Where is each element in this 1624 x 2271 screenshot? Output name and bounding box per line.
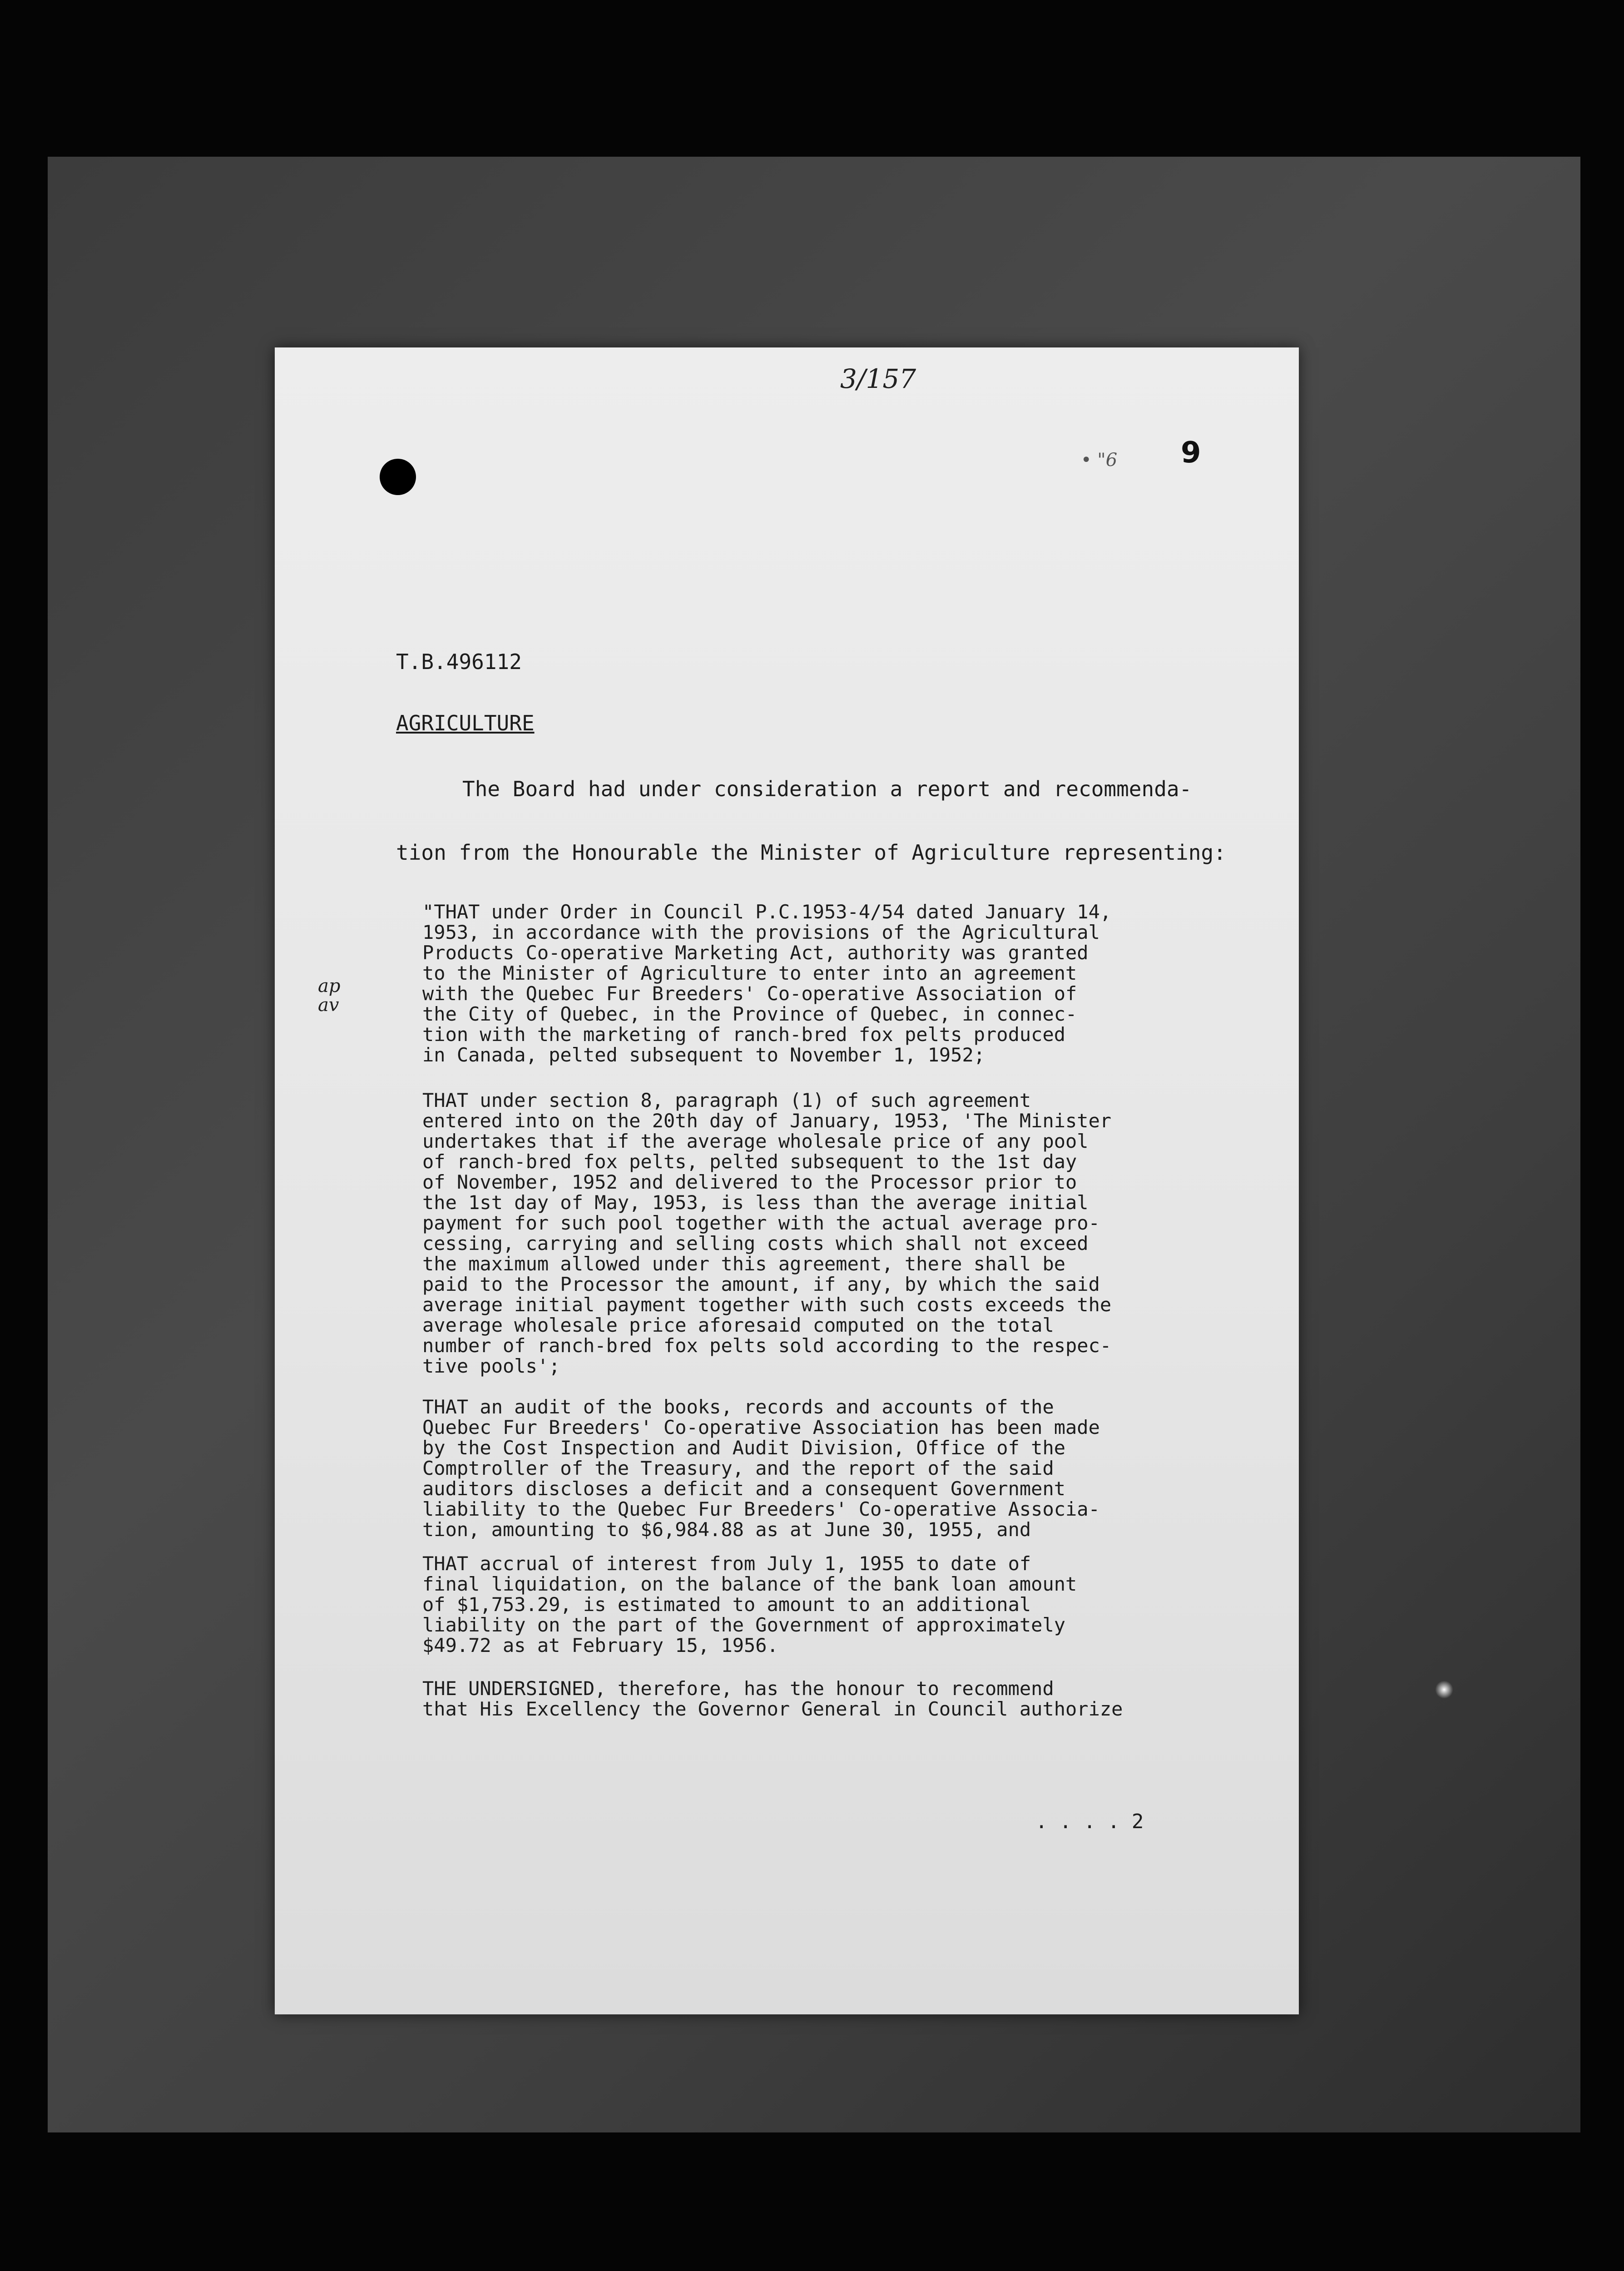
paragraph-recommendation: THE UNDERSIGNED, therefore, has the honour to recommend that His Excellency the Governor General in Council authorize: [422, 1677, 1123, 1720]
archive-reference: 3/157: [840, 363, 916, 394]
light-glare: [1435, 1681, 1453, 1699]
file-reference: T.B.496112: [396, 650, 522, 674]
section-heading: AGRICULTURE: [396, 711, 535, 735]
intro-line-2: tion from the Honourable the Minister of Agriculture representing:: [396, 840, 1226, 865]
continuation-marker: . . . . 2: [1035, 1810, 1144, 1833]
punch-hole: [380, 459, 416, 495]
stamp-mark: • "6: [1081, 450, 1118, 471]
paragraph-audit: THAT an audit of the books, records and accounts of the Quebec Fur Breeders' Co-operative Association has been made by the Cost Inspection and Audit Division, Office of the Comptroller of the Treasury, and the report of the said auditors discloses a deficit and a consequent Government liability to the Quebec Fur Breeders' Co-operative Associa- tion, amounting to $6,984.88 as at June 30, 1955, and: [422, 1396, 1100, 1541]
paragraph-interest: THAT accrual of interest from July 1, 1955 to date of final liquidation, on the balance of the bank loan amount of $1,753.29, is estimated to amount to an additional liability on the part of the Government of approximately $49.72 as at February 15, 1956.: [422, 1552, 1077, 1656]
paragraph-order-in-council: "THAT under Order in Council P.C.1953-4/54 dated January 14, 1953, in accordance with the provisions of the Agricultural Products Co-operative Marketing Act, authority was granted to the Minister of Agriculture to enter into an agreement with the Quebec Fur Breeders' Co-operative Association of the City of Quebec, in the Province of Quebec, in connec- tion with the marketing of ranch-bred fox pelts produced in Canada, pelted subsequent to November 1, 1952;: [422, 901, 1112, 1066]
intro-line-1: The Board had under consideration a report and recommenda-: [462, 777, 1192, 801]
page-number: 9: [1181, 436, 1201, 470]
margin-annotation: ap av: [318, 976, 341, 1016]
paragraph-section-8: THAT under section 8, paragraph (1) of such agreement entered into on the 20th day of January, 1953, 'The Minister undertakes that if the average wholesale price of any pool of ranch-bred fox pelts, pelted subsequent to the 1st day of November, 1952 and delivered to the Processor prior to the 1st day of May, 1953, is less than the average initial payment for such pool together with the actual average pro- cessing, carrying and selling costs which shall not exceed the maximum allowed under this agreement, there shall be paid to the Processor the amount, if any, by which the said average initial payment together with such costs exceeds the average wholesale price aforesaid computed on the total number of ranch-bred fox pelts sold according to the respec- tive pools';: [422, 1089, 1112, 1377]
